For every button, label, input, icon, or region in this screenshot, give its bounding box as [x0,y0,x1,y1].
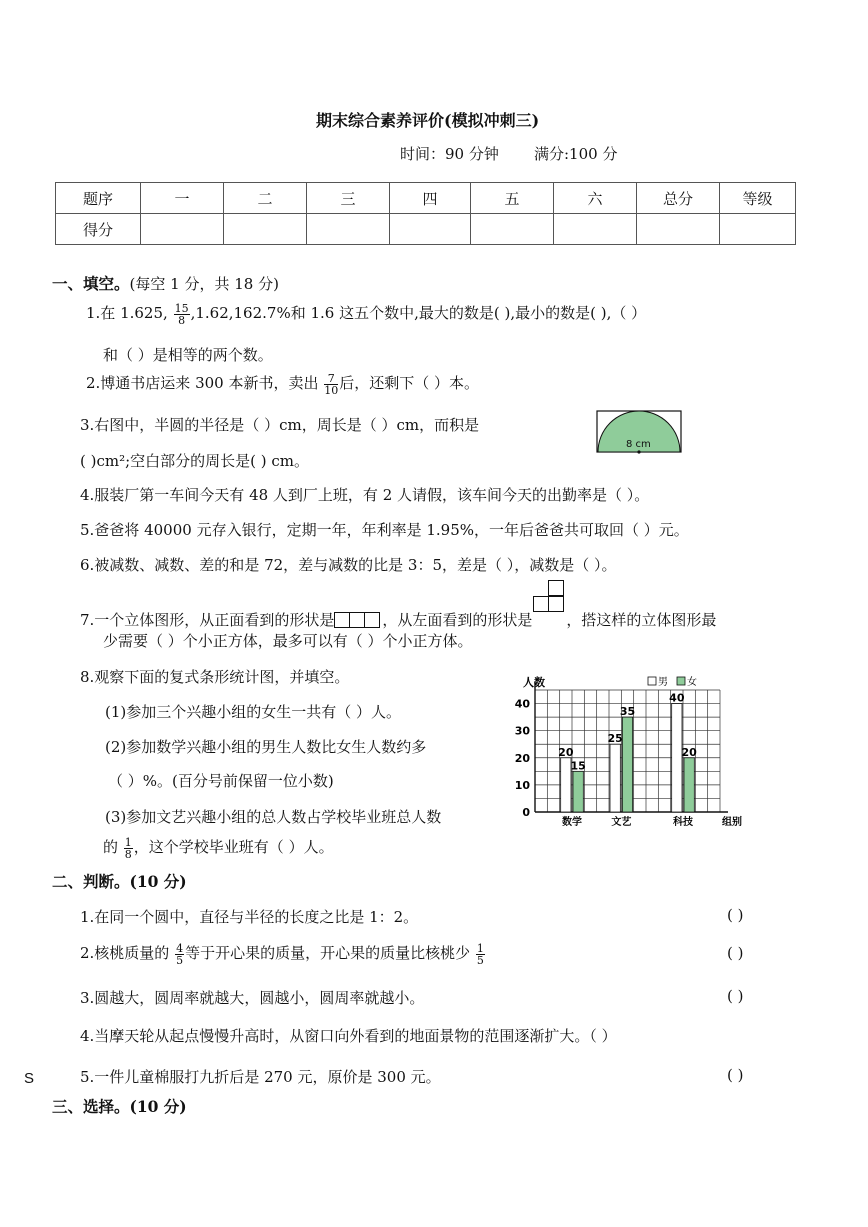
question-1-8-2-cont: （ ）%。(百分号前保留一位小数) [108,772,334,790]
legend-swatch-male [648,677,656,685]
section1-heading-line [52,272,279,294]
score-cell[interactable] [720,214,796,245]
judge-2 [80,942,486,966]
answer-paren[interactable]: ( ) [727,944,744,962]
x-tick-label: 文艺 [611,817,632,828]
cell: 四 [390,183,471,214]
question-1-7 [80,596,716,630]
denominator: 8 [124,847,132,861]
bar-value-label: 15 [570,759,586,773]
judge-5: 5.一件儿童棉服打九折后是 270 元，原价是 300 元。 [80,1068,441,1086]
fraction [174,303,190,326]
cell: 六 [554,183,637,214]
score-cell[interactable] [471,214,554,245]
cell: 总分 [637,183,720,214]
front-view-icon [334,612,382,628]
question-1-8-1: (1)参加三个兴趣小组的女生一共有（ ）人。 [105,703,402,721]
question-1-2 [86,372,479,396]
cell: 题序 [56,183,141,214]
denominator: 5 [476,953,484,967]
left-view-icon [532,596,566,628]
q-text: 1.在 1.625, [86,304,168,322]
score-cell[interactable] [637,214,720,245]
answer-paren[interactable]: ( ) [727,987,744,1005]
judge-4: 4.当摩天轮从起点慢慢升高时，从窗口向外看到的地面景物的范围逐渐扩大。（ ） [80,1027,617,1045]
numerator: 4 [176,941,184,955]
q-text: 2.核桃质量的 [80,944,170,962]
margin-mark: S [24,1070,35,1087]
x-axis-label: 组别 [722,817,742,828]
y-tick-label: 40 [514,697,530,711]
y-tick-label: 10 [514,778,530,792]
y-tick-label: 20 [514,751,530,765]
bar-female [573,771,583,812]
cell: 五 [471,183,554,214]
judge-1: 1.在同一个圆中，直径与半径的长度之比是 1：2。 [80,908,419,926]
bar-value-label: 20 [558,745,574,759]
bar-value-label: 40 [669,691,685,705]
numerator: 7 [324,373,338,385]
cell: 三 [307,183,390,214]
legend-swatch-female [677,677,685,685]
figure-label: 8 cm [626,439,651,450]
x-tick-label: 数学 [562,817,582,828]
question-1-8-3-cont [103,836,334,860]
score-cell[interactable] [390,214,471,245]
question-1-3: 3.右图中，半圆的半径是（ ）cm，周长是（ ）cm，而积是 [80,416,480,434]
full-score: 满分:100 分 [534,145,618,163]
cell: 得分 [56,214,141,245]
q-text: 等于开心果的质量，开心果的质量比核桃少 [185,944,471,962]
semicircle-figure [596,410,682,454]
y-tick-label: 30 [514,724,530,738]
section1-note: (每空 1 分，共 18 分) [129,275,279,293]
numerator: 1 [124,835,132,849]
legend-label-female: 女 [687,677,697,688]
bar-male [610,744,620,812]
q-text: 的 [103,838,119,856]
q-text: ，这个学校毕业班有（ ）人。 [133,838,334,856]
fraction [175,943,184,966]
bar-value-label: 25 [607,732,623,746]
q-text: ，从左面看到的形状是 [382,611,533,629]
numerator: 15 [174,301,189,315]
question-1-3-cont: ( )cm²;空白部分的周长是( ) cm。 [80,452,310,470]
section3-heading: 三、选择。(10 分) [52,1097,187,1116]
question-1-6: 6.被减数、减数、差的和是 72，差与减数的比是 3：5，差是（ ），减数是（ ）。 [80,556,617,574]
center-dot [637,450,640,453]
answer-paren[interactable]: ( ) [727,1066,744,1084]
question-1-8-2: (2)参加数学兴趣小组的男生人数比女生人数约多 [105,738,427,756]
cell: 一 [141,183,224,214]
bar-value-label: 35 [619,705,636,719]
question-1-5: 5.爸爸将 40000 元存入银行，定期一年，年利率是 1.95%，一年后爸爸共可取回（ ）元。 [80,521,689,539]
q-text: 2.博通书店运来 300 本新书，卖出 [86,374,319,392]
score-cell[interactable] [224,214,307,245]
y-tick-label: 0 [522,806,530,819]
question-1-4: 4.服装厂第一车间今天有 48 人到厂上班，有 2 人请假，该车间今天的出勤率是（ ）。 [80,486,650,504]
page-title: 期末综合素养评价(模拟冲刺三) [316,111,540,130]
bar-chart [505,672,742,830]
numerator: 1 [476,941,484,955]
fraction [324,373,338,396]
q-text: 后，还剩下（ ）本。 [339,374,480,392]
fraction [476,943,485,966]
score-cell[interactable] [554,214,637,245]
judge-3: 3.圆越大，圆周率就越大，圆越小，圆周率就越小。 [80,989,425,1007]
bar-value-label: 20 [681,745,697,759]
exam-time: 时间：90 分钟 [400,145,499,163]
question-1-8: 8.观察下面的复式条形统计图，并填空。 [80,668,350,686]
score-cell[interactable] [307,214,390,245]
legend-label-male: 男 [658,677,668,688]
bar-male [672,704,682,812]
q-text: 7.一个立体图形，从正面看到的形状是 [80,611,335,629]
denominator: 10 [324,383,339,397]
fraction [124,837,133,860]
score-table [55,182,796,245]
denominator: 5 [176,953,184,967]
q-text: ，搭这样的立体图形最 [566,611,717,629]
bar-male [561,758,571,812]
bar-female [684,758,694,812]
cell: 二 [224,183,307,214]
denominator: 8 [178,313,186,327]
y-axis-label: 人数 [523,676,545,689]
bar-female [622,717,632,812]
cell: 等级 [720,183,796,214]
question-1-1-cont: 和（ ）是相等的两个数。 [103,346,273,364]
section2-heading: 二、判断。(10 分) [52,872,187,891]
question-1-7-cont: 少需要（ ）个小正方体，最多可以有（ ）个小正方体。 [103,632,473,650]
question-1-1 [86,302,646,326]
score-table-header-row [56,183,796,214]
q-text: ,1.62,162.7%和 1.6 这五个数中,最大的数是( ),最小的数是( ),（ ） [190,304,647,322]
score-cell[interactable] [141,214,224,245]
answer-paren[interactable]: ( ) [727,906,744,924]
question-1-8-3: (3)参加文艺兴趣小组的总人数占学校毕业班总人数 [105,808,442,826]
section1-heading: 一、填空。 [52,274,130,293]
x-tick-label: 科技 [673,817,693,828]
score-table-score-row [56,214,796,245]
